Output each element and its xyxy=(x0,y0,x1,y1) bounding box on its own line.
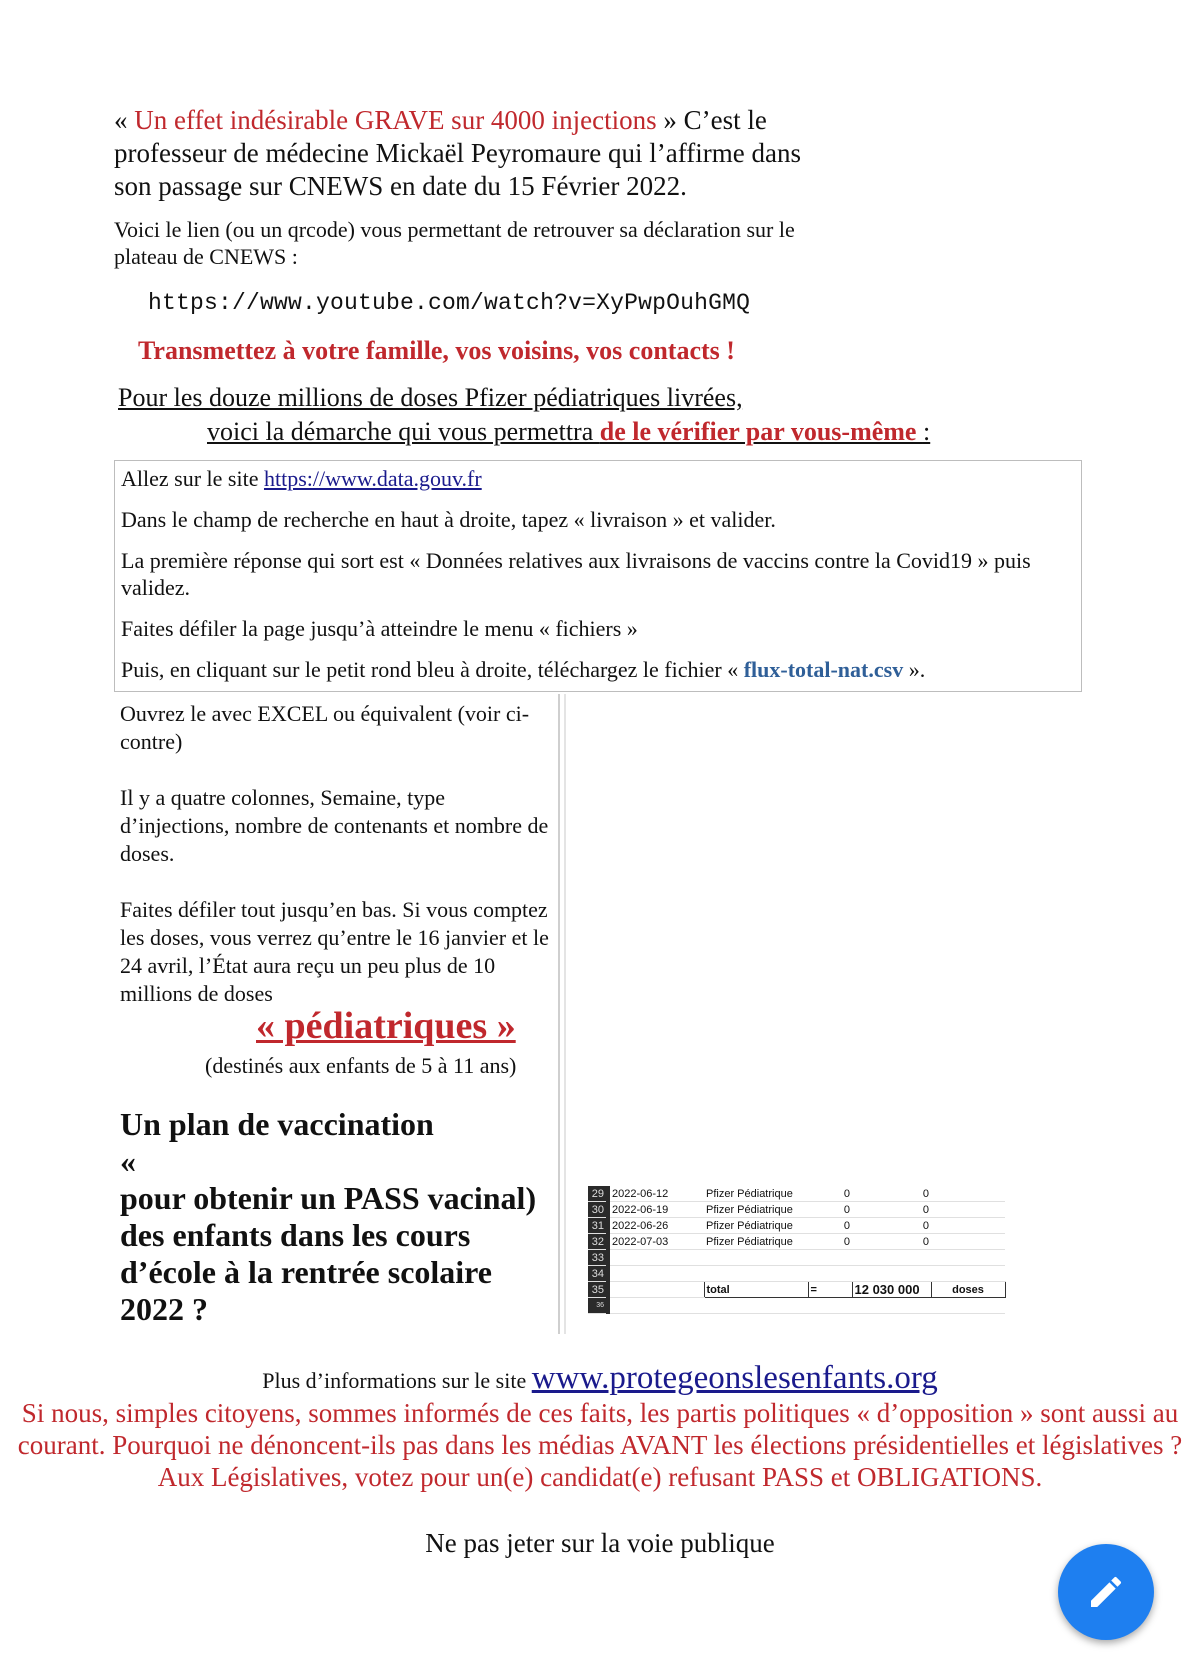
plan-line2: « xyxy=(120,1143,136,1179)
doses-heading-end: : xyxy=(922,417,931,446)
link-intro-text: Voici le lien (ou un qrcode) vous permettant de retrouver sa déclaration sur le plateau de CNEWS : xyxy=(114,217,795,269)
table-row xyxy=(588,1298,1005,1314)
cell-type: Pfizer Pédiatrique xyxy=(704,1202,808,1218)
total-value: 12 030 000 xyxy=(852,1282,931,1298)
cell-date: 2022-06-12 xyxy=(608,1186,704,1202)
table-row xyxy=(588,1234,1005,1250)
row-number: 32 xyxy=(588,1234,608,1250)
step-5-prefix: Puis, en cliquant sur le petit rond bleu à droite, téléchargez le fichier « xyxy=(121,657,744,682)
intro-highlight: Un effet indésirable GRAVE sur 4000 injections xyxy=(134,105,657,135)
cell-containers: 0 xyxy=(808,1186,852,1202)
cell-type: Pfizer Pédiatrique xyxy=(704,1186,808,1202)
excel-p3: Faites défiler tout jusqu’en bas. Si vous comptez les doses, vous verrez qu’entre le 16 janvier et le 24 avril, l’État aura reçu un peu plus de 10 millions de doses xyxy=(120,897,549,1006)
cell-doses: 0 xyxy=(852,1186,931,1202)
excel-instructions xyxy=(120,700,550,1036)
step-2: Dans le champ de recherche en haut à droite, tapez « livraison » et valider. xyxy=(121,507,776,532)
table-row-total xyxy=(588,1282,1005,1298)
plan-line1: Un plan de vaccination xyxy=(120,1106,434,1142)
table-row xyxy=(588,1186,1005,1202)
cell-empty xyxy=(931,1202,1005,1218)
cell-empty xyxy=(608,1266,704,1282)
excel-p2: Il y a quatre colonnes, Semaine, type d’injections, nombre de contenants et nombre de doses. xyxy=(120,785,549,866)
cell-doses: 0 xyxy=(852,1234,931,1250)
no-litter-notice: Ne pas jeter sur la voie publique xyxy=(425,1528,775,1558)
intro-open-quote: « xyxy=(114,105,135,135)
cell-empty xyxy=(808,1250,852,1266)
steps-box xyxy=(114,460,1082,692)
column-rule xyxy=(564,694,566,1334)
spreadsheet-table xyxy=(588,1186,1006,1314)
cell-containers: 0 xyxy=(808,1202,852,1218)
share-call: Transmettez à votre famille, vos voisins, vos contacts ! xyxy=(138,336,735,365)
cell-empty xyxy=(608,1250,704,1266)
table-row xyxy=(588,1266,1005,1282)
doses-heading-line2 xyxy=(207,417,930,447)
doses-heading-plain: voici la démarche qui vous permettra xyxy=(207,417,600,446)
cell-containers: 0 xyxy=(808,1234,852,1250)
doses-heading-bold: de le vérifier par vous-même xyxy=(599,417,923,446)
table-row xyxy=(588,1202,1005,1218)
table-row xyxy=(588,1218,1005,1234)
row-number: 29 xyxy=(588,1186,608,1202)
file-name: flux-total-nat.csv xyxy=(743,657,904,682)
row-number: 31 xyxy=(588,1218,608,1234)
cell-empty xyxy=(931,1218,1005,1234)
step-5 xyxy=(121,656,1075,683)
more-info-prefix: Plus d’informations sur le site xyxy=(262,1368,532,1393)
excel-p1: Ouvrez le avec EXCEL ou équivalent (voir ci-contre) xyxy=(120,701,530,754)
cell-empty xyxy=(704,1298,808,1314)
cell-empty xyxy=(931,1250,1005,1266)
cell-empty xyxy=(852,1298,931,1314)
total-label: total xyxy=(704,1282,808,1298)
website-link[interactable]: www.protegeonslesenfants.org xyxy=(531,1360,938,1396)
warning-paragraph: Si nous, simples citoyens, sommes informés de ces faits, les partis politiques « d’opposition » sont aussi au courant. Pourquoi ne dénoncent-ils pas dans les médias AVANT les élections présidentielles et législatives ? Aux Législatives, votez pour un(e) candidat(e) refusant PASS et OBLIGATIONS. xyxy=(17,1398,1183,1492)
row-number: 36 xyxy=(588,1298,608,1314)
cell-empty xyxy=(704,1266,808,1282)
video-url[interactable]: https://www.youtube.com/watch?v=XyPwpOuhGMQ xyxy=(148,290,751,316)
total-unit: doses xyxy=(931,1282,1005,1298)
cell-empty xyxy=(808,1266,852,1282)
step-1-prefix: Allez sur le site xyxy=(121,466,264,491)
pediatric-subtitle: (destinés aux enfants de 5 à 11 ans) xyxy=(205,1053,517,1078)
table-row xyxy=(588,1250,1005,1266)
cell-empty xyxy=(608,1282,704,1298)
cell-doses: 0 xyxy=(852,1218,931,1234)
cell-empty xyxy=(931,1186,1005,1202)
intro-paragraph xyxy=(114,104,834,203)
total-equals: = xyxy=(808,1282,852,1298)
cell-doses: 0 xyxy=(852,1202,931,1218)
spreadsheet-excerpt xyxy=(588,1186,1068,1308)
doses-heading-line1: Pour les douze millions de doses Pfizer pédiatriques livrées, xyxy=(118,383,743,412)
pediatric-heading: « pédiatriques » xyxy=(256,1005,516,1047)
step-4: Faites défiler la page jusqu’à atteindre le menu « fichiers » xyxy=(121,616,638,641)
edit-fab-button[interactable] xyxy=(1058,1544,1154,1640)
cell-date: 2022-07-03 xyxy=(608,1234,704,1250)
plan-line3: pour obtenir un PASS vacinal) des enfants dans les cours d’école à la rentrée scolaire 2022 ? xyxy=(120,1180,537,1327)
step-1 xyxy=(121,465,1075,492)
cell-empty xyxy=(608,1298,704,1314)
data-gouv-link[interactable]: https://www.data.gouv.fr xyxy=(263,466,482,491)
plan-heading xyxy=(120,1106,560,1328)
step-3: La première réponse qui sort est « Données relatives aux livraisons de vaccins contre la Covid19 » puis validez. xyxy=(121,548,1031,600)
row-number: 35 xyxy=(588,1282,608,1298)
cell-empty xyxy=(931,1266,1005,1282)
more-info xyxy=(0,1360,1200,1397)
step-5-suffix: ». xyxy=(903,657,926,682)
intro-rest: » C’est le professeur de médecine Mickaël Peyromaure qui l’affirme dans son passage sur CNEWS en date du 15 Février 2022. xyxy=(114,105,801,201)
cell-empty xyxy=(931,1298,1005,1314)
row-number: 34 xyxy=(588,1266,608,1282)
cell-date: 2022-06-19 xyxy=(608,1202,704,1218)
cell-date: 2022-06-26 xyxy=(608,1218,704,1234)
cell-type: Pfizer Pédiatrique xyxy=(704,1218,808,1234)
cell-empty xyxy=(852,1266,931,1282)
row-number: 30 xyxy=(588,1202,608,1218)
cell-empty xyxy=(931,1234,1005,1250)
cell-empty xyxy=(704,1250,808,1266)
row-number: 33 xyxy=(588,1250,608,1266)
pencil-icon xyxy=(1086,1572,1126,1612)
cell-empty xyxy=(852,1250,931,1266)
cell-containers: 0 xyxy=(808,1218,852,1234)
cell-type: Pfizer Pédiatrique xyxy=(704,1234,808,1250)
cell-empty xyxy=(808,1298,852,1314)
